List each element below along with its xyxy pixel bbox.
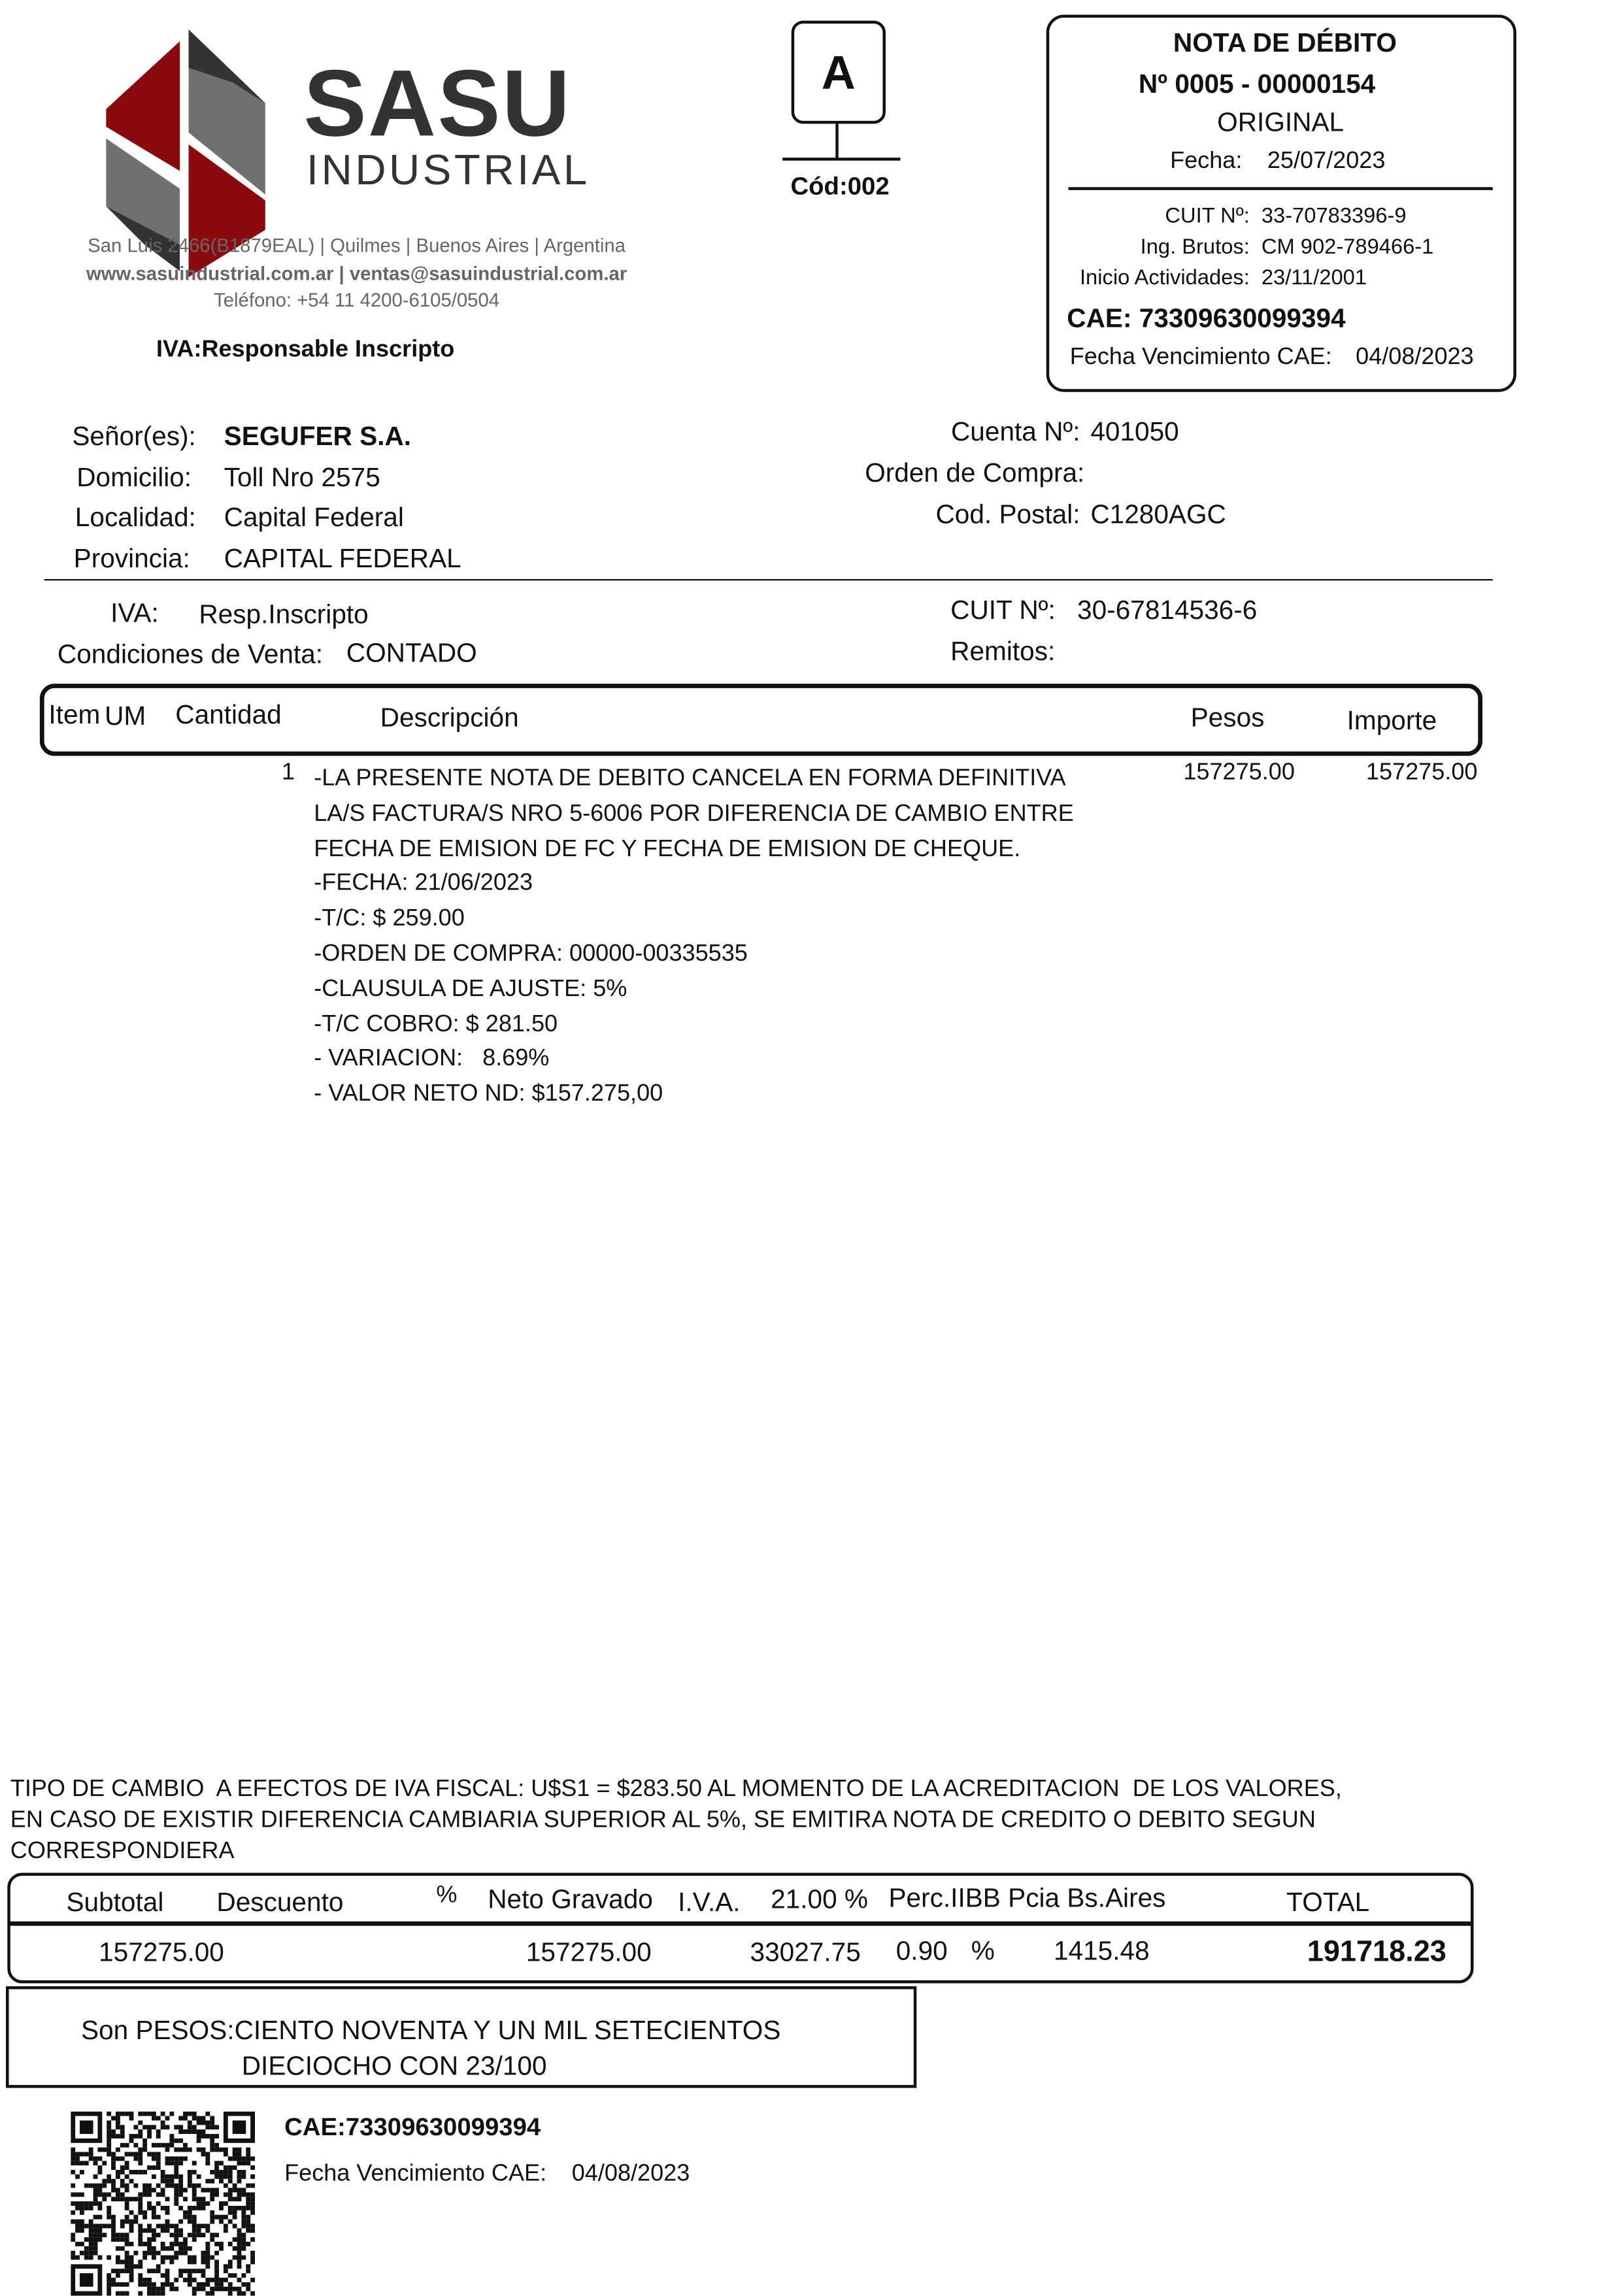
client-city-label: Localidad: (75, 502, 196, 532)
col-price: Pesos (1190, 703, 1265, 733)
logo-name: SASU (303, 50, 572, 156)
start-activities-label: Inicio Actividades: (1079, 267, 1250, 291)
remitos-label: Remitos: (950, 636, 1056, 667)
item-description (314, 762, 1074, 1113)
description-line: LA/S FACTURA/S NRO 5-6006 POR DIFERENCIA DE CAMBIO ENTRE (314, 801, 1074, 827)
amount-words-line1: Son PESOS:CIENTO NOVENTA Y UN MIL SETECIENTOS (80, 2016, 781, 2046)
client-name: SEGUFER S.A. (224, 421, 412, 451)
issuer-cuit: 33-70783396-9 (1261, 205, 1407, 229)
client-iva: Resp.Inscripto (199, 599, 369, 629)
description-line: -ORDEN DE COMPRA: 00000-00335535 (314, 941, 748, 967)
cae-due-date: 04/08/2023 (1356, 344, 1474, 370)
perception-label: Perc.IIBB Pcia Bs.Aires (888, 1883, 1166, 1913)
description-line: -T/C COBRO: $ 281.50 (314, 1011, 558, 1037)
client-province: CAPITAL FEDERAL (224, 543, 461, 574)
iva-value: 33027.75 (750, 1937, 861, 1967)
subtotal-label: Subtotal (66, 1888, 164, 1918)
subtotal-value: 157275.00 (99, 1937, 224, 1967)
purchase-order-label: Orden de Compra: (865, 458, 1085, 488)
document-copy: ORIGINAL (1217, 107, 1345, 137)
note-line: CORRESPONDIERA (10, 1838, 235, 1864)
cae-number: CAE: 73309630099394 (1067, 303, 1346, 333)
description-line: -CLAUSULA DE AJUSTE: 5% (314, 976, 627, 1002)
company-web-email: www.sasuindustrial.com.ar | ventas@sasuindustrial.com.ar (86, 262, 627, 285)
net-value: 157275.00 (526, 1937, 652, 1967)
perception-value: 1415.48 (1053, 1936, 1150, 1966)
discount-pct-label: % (436, 1883, 458, 1908)
zip-label: Cod. Postal: (935, 499, 1080, 529)
bottom-cae: CAE:73309630099394 (284, 2112, 541, 2141)
total-value: 191718.23 (1307, 1936, 1446, 1969)
divider (44, 579, 1493, 580)
date-label: Fecha: (1170, 148, 1243, 175)
issuer-cuit-label: CUIT Nº: (1165, 205, 1250, 229)
client-name-label: Señor(es): (72, 421, 196, 451)
doc-letter: A (821, 45, 856, 99)
item-price: 157275.00 (1183, 760, 1295, 786)
client-province-label: Provincia: (73, 543, 190, 574)
item-quantity: 1 (281, 760, 295, 786)
iibb-label: Ing. Brutos: (1140, 235, 1250, 259)
amount-words-line2: DIECIOCHO CON 23/100 (241, 2051, 547, 2081)
client-address-label: Domicilio: (76, 462, 192, 493)
col-description: Descripción (380, 703, 519, 733)
zip-code: C1280AGC (1090, 499, 1226, 529)
divider (782, 158, 900, 161)
cae-due-label: Fecha Vencimiento CAE: (1069, 344, 1332, 370)
divider (9, 1922, 1473, 1926)
bottom-cae-due-label: Fecha Vencimiento CAE: (284, 2161, 547, 2187)
date-value: 25/07/2023 (1267, 148, 1386, 175)
item-amount: 157275.00 (1365, 760, 1478, 786)
description-line: - VARIACION: 8.69% (314, 1046, 550, 1072)
perception-pct: % (971, 1936, 995, 1966)
document-number: Nº 0005 - 00000154 (1138, 69, 1376, 99)
client-city: Capital Federal (224, 502, 404, 532)
document-title: NOTA DE DÉBITO (1173, 27, 1397, 58)
bottom-cae-due: 04/08/2023 (571, 2161, 690, 2187)
description-line: -LA PRESENTE NOTA DE DEBITO CANCELA EN FORMA DEFINITIVA (314, 766, 1066, 791)
account-label: Cuenta Nº: (950, 417, 1080, 447)
col-amount: Importe (1346, 705, 1437, 735)
start-activities-value: 23/11/2001 (1261, 267, 1367, 291)
note-line: EN CASO DE EXISTIR DIFERENCIA CAMBIARIA SUPERIOR AL 5%, SE EMITIRA NOTA DE CREDITO O DEBITO SEGUN (10, 1808, 1316, 1833)
description-line: -T/C: $ 259.00 (314, 906, 465, 932)
exchange-rate-note (10, 1774, 1342, 1867)
qr-code (71, 2112, 255, 2296)
iva-label: I.V.A. (678, 1888, 741, 1918)
doc-code: Cód:002 (790, 172, 890, 201)
client-iva-label: IVA: (110, 598, 159, 628)
account-number: 401050 (1090, 417, 1179, 447)
net-label: Neto Gravado (488, 1884, 653, 1914)
client-cuit-label: CUIT Nº: (950, 595, 1056, 625)
logo-subtitle: INDUSTRIAL (306, 147, 590, 195)
divider (835, 124, 839, 159)
total-label: TOTAL (1286, 1888, 1370, 1918)
discount-label: Descuento (216, 1888, 344, 1918)
description-line: FECHA DE EMISION DE FC Y FECHA DE EMISION DE CHEQUE. (314, 836, 1021, 861)
sale-terms-label: Condiciones de Venta: (57, 639, 324, 669)
sale-terms: CONTADO (346, 638, 477, 668)
description-line: -FECHA: 21/06/2023 (314, 871, 533, 897)
divider (1069, 187, 1493, 190)
note-line: TIPO DE CAMBIO A EFECTOS DE IVA FISCAL: U$S1 = $283.50 AL MOMENTO DE LA ACREDITACION DE LOS VALORES, (10, 1776, 1342, 1803)
client-cuit: 30-67814536-6 (1077, 595, 1258, 625)
col-um: UM (105, 701, 146, 731)
client-address: Toll Nro 2575 (224, 462, 380, 493)
description-line: - VALOR NETO ND: $157.275,00 (314, 1082, 663, 1107)
company-phone: Teléfono: +54 11 4200-6105/0504 (214, 288, 500, 311)
col-quantity: Cantidad (175, 699, 282, 729)
company-address: San Luis 2466(B1879EAL) | Quilmes | Buenos Aires | Argentina (88, 234, 626, 257)
iva-rate: 21.00 % (771, 1884, 869, 1914)
company-iva-condition: IVA:Responsable Inscripto (156, 337, 455, 363)
iibb-value: CM 902-789466-1 (1261, 235, 1434, 259)
col-item: Item (48, 699, 101, 729)
perception-rate: 0.90 (895, 1936, 948, 1966)
